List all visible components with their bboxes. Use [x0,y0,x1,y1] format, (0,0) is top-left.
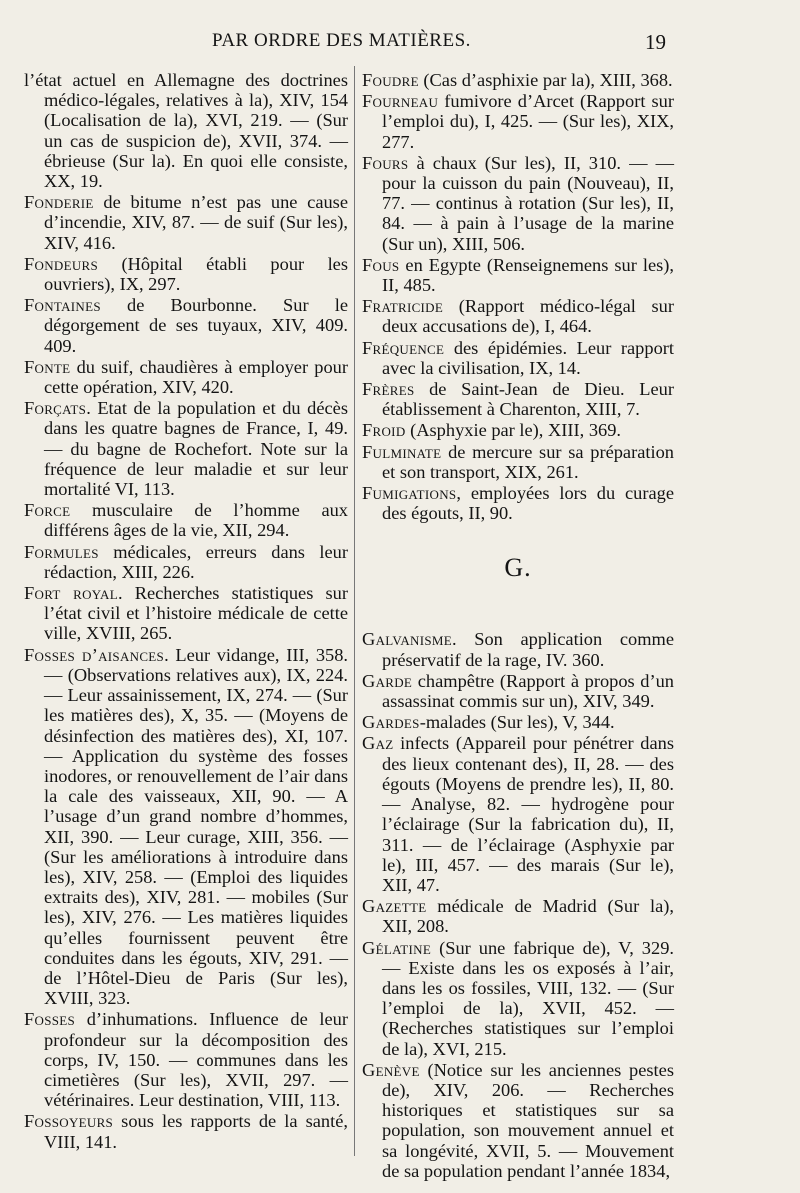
entries-g [362,629,674,1180]
right-column [362,70,674,1182]
index-entry [24,192,348,253]
entry-text: fumivore d’Arcet (Rapport sur l’emploi du), I, 425. — (Sur les), XIX, 277. [382,91,674,152]
index-entry [362,483,674,523]
entry-text: des épidémies. Leur rapport avec la civilisation, IX, 14. [382,337,674,378]
entry-text: . Etat de la population et du décès dans les quatre bagnes de France, I, 49. — du bagne de Rochefort. Note sur la fréquence de leur maladie et sur leur mortalité VI, 113. [44,398,348,500]
entry-headword: Fort royal [24,583,118,604]
entry-headword: Forçats [24,398,87,419]
column-divider [354,66,355,1156]
index-entry [362,379,674,419]
index-entry [24,70,348,191]
entry-text: , employées lors du curage des égouts, II, 90. [382,483,674,524]
entry-headword: Formules [24,541,99,562]
index-entry [362,712,674,732]
entry-headword: Fossoyeurs [24,1111,114,1132]
index-entry [24,645,348,1009]
index-entry [24,398,348,499]
index-entry [362,153,674,254]
index-entry [24,500,348,540]
index-entry [24,295,348,356]
entry-text: (Cas d’asphixie par la), XIII, 368. [418,70,673,90]
entry-text: (Notice sur les anciennes pestes de), XIV, 206. — Recherches historiques et statistiques sur sa population, son mouvement annuel et sa longévité, XVII, 5. — Mouvement de sa population pendant l’année 1834, [382,1059,674,1181]
entry-text: champêtre (Rapport à propos d’un assassinat commis sur un), XIV, 349. [382,670,674,712]
entry-headword: Fondeurs [24,253,99,274]
entry-text: médicale de Madrid (Sur la), XII, 208. [382,896,674,937]
entry-headword: Frères [362,379,415,400]
entry-text: -malades (Sur les), V, 344. [419,712,615,733]
index-entry [24,1009,348,1110]
index-entry [362,255,674,295]
entry-text: du suif, chaudières à employer pour cette opération, XIV, 420. [44,356,348,398]
entry-headword: Gélatine [362,937,432,958]
index-entry [362,733,674,895]
page-number: 19 [645,30,666,54]
index-entry [362,896,674,936]
entry-headword: Fulminate [362,441,442,462]
entry-headword: Fourneau [362,91,439,112]
section-letter-g: G. [504,553,532,583]
entry-headword: Force [24,500,71,521]
entry-headword: Fontaines [24,295,101,316]
entry-headword: Fratricide [362,296,444,317]
index-entry [24,583,348,644]
entry-text: médicales, erreurs dans leur rédaction, XIII, 226. [44,541,348,582]
entry-headword: Genève [362,1059,420,1080]
index-entry [362,338,674,378]
index-entry [362,296,674,336]
entry-text: . Leur vidange, III, 358. — (Observations relatives aux), IX, 224. — Leur assainissement, IX, 274. — (Sur les matières des), X, 35. — (Moyens de désinfection des matières des), XI, 107. — Application du système des fosses inodores, or renouvellement de l’air dans la cale des vaisseaux, XII, 90. — A l’usage d’un grand nombre d’hommes, XII, 390. — Leur curage, XIII, 356. — (Sur les améliorations à introduire dans les), XIV, 258. — (Emploi des liquides extraits des), XIV, 281. — mobiles (Sur les), XIV, 276. — Les matières liquides qu’elles fournissent peuvent être conduites dans les égouts, XIV, 291. — de l’Hôtel-Dieu de Paris (Sur les), XVIII, 323. [44,644,349,1009]
entry-headword: Fumigations [362,483,457,504]
entry-headword: Fours [362,152,409,173]
entry-text: sous les rapports de la santé, VIII, 141. [44,1111,348,1152]
entry-text: . Recherches statistiques sur l’état civil et l’histoire médicale de cette ville, XVIII, 265. [44,583,348,644]
entry-headword: Fosses d’aisances [24,644,165,665]
entry-headword: Fous [362,254,400,275]
entry-text: (Rapport médico-légal sur deux accusations de), I, 464. [382,296,674,337]
entry-text: infects (Appareil pour pénétrer dans des lieux contenant des), II, 28. — des égouts (Moyens de prendre les), II, 80. — Analyse, 82. — hydrogène pour l’éclairage (Sur la fabrication du), II, 311. — de l’éclairage (Asphyxie par le), III, 457. — des marais (Sur le), XII, 47. [382,733,674,895]
entry-text: l’état actuel en Allemagne des doctrines médico-légales, relatives à la), XIV, 154 (Localisation de la), XVI, 219. — (Sur un cas de suspicion de), XVII, 374. — ébrieuse (Sur la). En quoi elle consiste, XX, 19. [24,70,348,192]
entry-headword: Garde [362,670,413,691]
page-header [0,30,800,56]
index-entry [362,442,674,482]
index-entry [362,938,674,1059]
index-entry [362,1060,674,1181]
entry-text: en Egypte (Renseignemens sur les), II, 485. [382,254,674,296]
entries-f [362,70,674,523]
entry-headword: Fonderie [24,192,94,213]
entry-headword: Fosses [24,1009,76,1030]
entry-text: musculaire de l’homme aux différens âges de la vie, XII, 294. [44,500,348,541]
index-entry [362,671,674,711]
entry-text: à chaux (Sur les), II, 310. — — pour la cuisson du pain (Nouveau), II, 77. — continus à rotation (Sur les), II, 84. — à pain à l’usage de la marine (Sur un), XIII, 506. [382,152,674,254]
running-title: PAR ORDRE DES MATIÈRES. [212,30,471,51]
entry-text: de Bourbonne. Sur le dégorgement de ses tuyaux, XIV, 409. 409. [44,295,348,356]
index-entry [24,357,348,397]
entry-headword: Fréquence [362,337,445,358]
entry-headword: Fonte [24,356,71,377]
entry-headword: Galvanisme [362,629,452,650]
index-entry [24,254,348,294]
index-entry [24,542,348,582]
entry-text: de bitume n’est pas une cause d’incendie, XIV, 87. — de suif (Sur les), XIV, 416. [44,192,348,253]
entry-text: (Sur une fabrique de), V, 329. — Existe dans les os exposés à l’air, dans les os fossiles, VIII, 132. — (Sur l’emploi de la), XVII, 452. — (Recherches statistiques sur l’emploi de la), XVI, 215. [382,937,674,1059]
left-column [24,70,348,1153]
entry-text: d’inhumations. Influence de leur profondeur sur la décomposition des corps, IV, 150. — communes dans les cimetières (Sur les), XVII, 297. — vétérinaires. Leur destination, VIII, 113. [44,1009,348,1111]
entry-text: (Hôpital établi pour les ouvriers), IX, 297. [44,253,348,295]
entry-headword: Gaz [362,733,394,754]
entry-text: de Saint-Jean de Dieu. Leur établissement à Charenton, XIII, 7. [382,379,674,420]
entry-text: de mercure sur sa préparation et son transport, XIX, 261. [382,441,674,482]
entry-text: (Asphyxie par le), XIII, 369. [405,420,622,441]
entry-text: . Son application comme préservatif de la rage, IV. 360. [382,629,674,670]
index-entry [362,70,674,90]
index-entry [362,420,674,440]
entry-headword: Froid [362,420,406,441]
index-entry [24,1111,348,1151]
entry-headword: Foudre [362,70,419,90]
entry-headword: Gardes [362,712,420,733]
index-entry [362,91,674,152]
index-entry [362,629,674,669]
entry-headword: Gazette [362,896,427,917]
